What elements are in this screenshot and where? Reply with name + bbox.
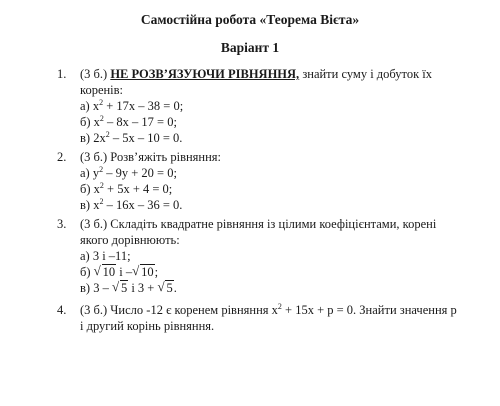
equation-b: б) $x^2 - 8x - 17 = 0$; <box>80 113 177 129</box>
task-1-statement: (3 б.) НЕ РОЗВ’ЯЗУЮЧИ РІВНЯННЯ, знайти суму і добуток їх <box>80 67 433 81</box>
task-2: 2. (3 б.) Розв’яжіть рівняння: а) $y^2 - 9y + 20 = 0$; б) $x^2 + 5x + 4 = 0$; в) $x^2 - 16x - 36 = 0$. <box>60 149 480 213</box>
variant-heading: Варіант 1 <box>220 40 280 55</box>
page-title: Самостійна робота «Теорема Вієта» <box>140 12 360 27</box>
roots-a: а) 3 і –11; <box>80 249 131 263</box>
equation-c: в) $2x^2 - 5x - 10 = 0$. <box>80 129 183 145</box>
task-number: 3. <box>57 217 67 231</box>
sqrt-symbol: √ 10 <box>132 263 154 279</box>
sqrt-symbol: √ 5 <box>157 279 173 295</box>
emphasis-text: НЕ РОЗВ’ЯЗУЮЧИ РІВНЯННЯ, <box>110 67 300 81</box>
task-1: 1. (3 б.) НЕ РОЗВ’ЯЗУЮЧИ РІВНЯННЯ, знайти суму і добуток їх коренів: а) $x^2 + 17x - 38 = 0$; б) $x^2 - 8x - 17 = 0$; в) $2x^2 - 5x - 10 = 0$. <box>60 66 480 146</box>
equation-a: а) $x^2 + 17x - 38 = 0$; <box>80 97 184 113</box>
roots-b: б) √ 10 і – √ 10; <box>80 263 159 279</box>
task-number: 2. <box>57 150 67 164</box>
equation-c: в) $x^2 - 16x - 36 = 0$. <box>80 196 183 212</box>
task-3: 3. (3 б.) Складіть квадратне рівняння із цілими коефіцієнтами, корені якого дорівнюють: а) 3 і –11; б) √ 10 і – √ 10; в) 3 – √ 5 і 3 + √ 5. <box>60 216 480 296</box>
sqrt-symbol: √ 10 <box>93 263 116 279</box>
task-number: 4. <box>57 303 67 317</box>
sqrt-symbol: √ 5 <box>111 279 128 295</box>
equation-b: б) $x^2 + 5x + 4 = 0$; <box>80 180 173 196</box>
equation-a: а) $y^2 - 9y + 20 = 0$; <box>80 164 177 180</box>
roots-c: в) 3 – √ 5 і 3 + √ 5. <box>80 279 177 295</box>
task-4: 4. (3 б.) Число -12 є коренем рівняння $x^2 + 15x + p = 0$. Знайти значення p і другий корінь рівняння. <box>57 301 457 333</box>
task-number: 1. <box>57 67 67 81</box>
